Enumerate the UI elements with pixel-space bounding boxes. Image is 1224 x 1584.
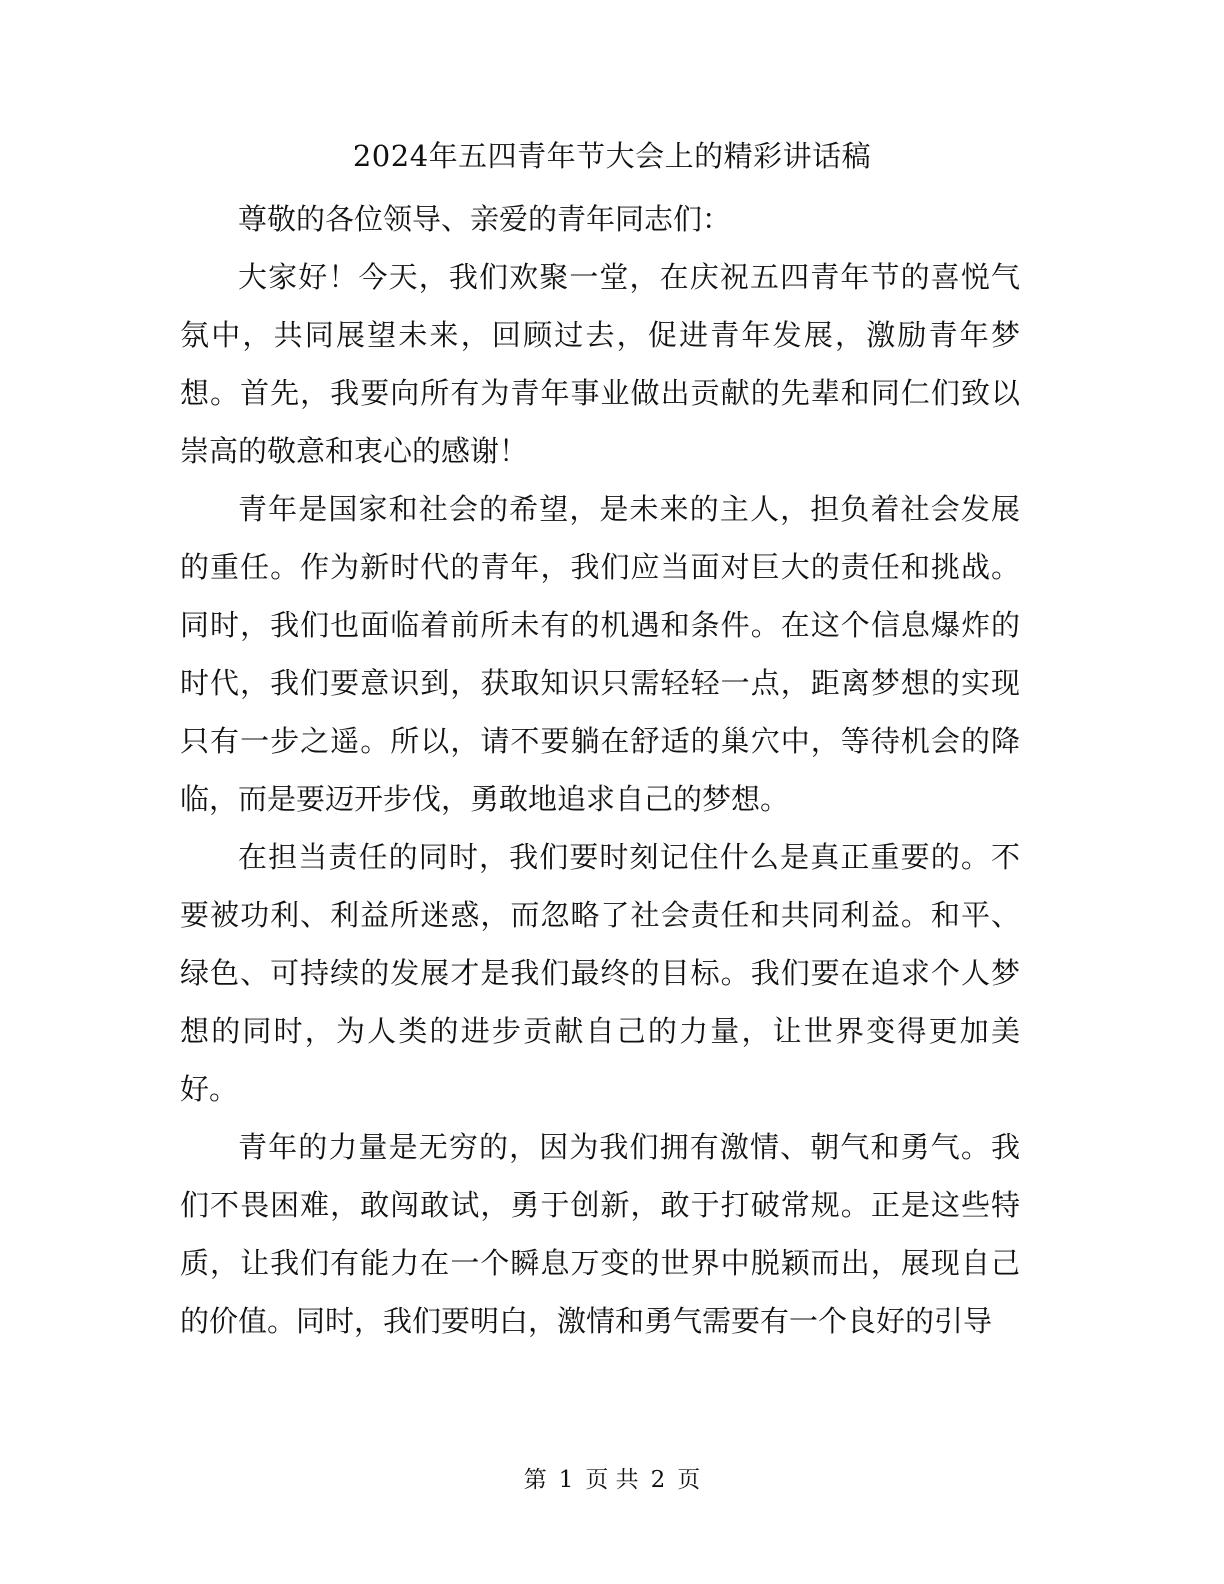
- page-label-suffix: 页: [677, 1467, 701, 1493]
- document-body: [180, 190, 1020, 1350]
- body-paragraph: 青年的力量是无穷的，因为我们拥有激情、朝气和勇气。我们不畏困难，敢闯敢试，勇于创新，敢于打破常规。正是这些特质，让我们有能力在一个瞬息万变的世界中脱颖而出，展现自己的价值。同时，我们要明白，激情和勇气需要有一个良好的引导: [180, 1130, 1020, 1338]
- total-pages-number: 2: [650, 1467, 666, 1493]
- current-page-number: 1: [558, 1467, 574, 1493]
- page-footer: [0, 1462, 1224, 1498]
- greeting-paragraph: 尊敬的各位领导、亲爱的青年同志们：: [238, 202, 732, 236]
- body-paragraph: 大家好！今天，我们欢聚一堂，在庆祝五四青年节的喜悦气氛中，共同展望未来，回顾过去，促进青年发展，激励青年梦想。首先，我要向所有为青年事业做出贡献的先辈和同仁们致以崇高的敬意和衷心的感谢！: [180, 260, 1020, 468]
- body-paragraph: 在担当责任的同时，我们要时刻记住什么是真正重要的。不要被功利、利益所迷惑，而忽略了社会责任和共同利益。和平、绿色、可持续的发展才是我们最终的目标。我们要在追求个人梦想的同时，为人类的进步贡献自己的力量，让世界变得更加美好。: [180, 840, 1020, 1106]
- document-title: 2024年五四青年节大会上的精彩讲话稿: [352, 139, 872, 173]
- page-label-prefix: 第: [523, 1467, 547, 1493]
- body-paragraph: 青年是国家和社会的希望，是未来的主人，担负着社会发展的重任。作为新时代的青年，我们应当面对巨大的责任和挑战。同时，我们也面临着前所未有的机遇和条件。在这个信息爆炸的时代，我们要意识到，获取知识只需轻轻一点，距离梦想的实现只有一步之遥。所以，请不要躺在舒适的巢穴中，等待机会的降临，而是要迈开步伐，勇敢地追求自己的梦想。: [180, 492, 1020, 816]
- page-label-mid: 页 共: [585, 1467, 639, 1493]
